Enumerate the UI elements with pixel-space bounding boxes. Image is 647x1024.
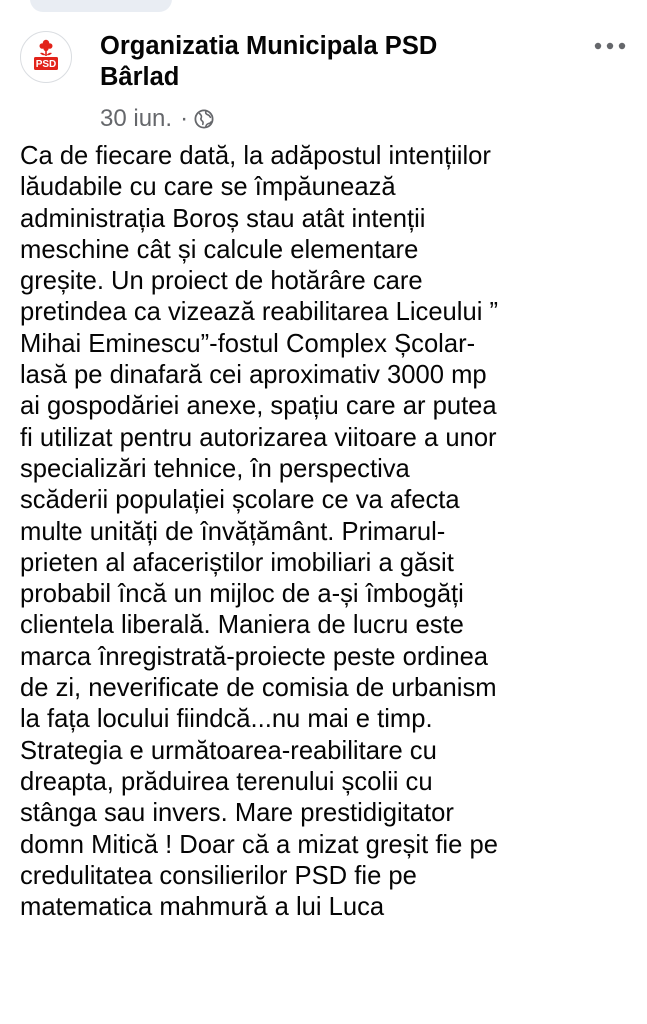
globe-icon[interactable] <box>194 109 214 129</box>
page-avatar[interactable] <box>20 31 72 83</box>
meta-separator: · <box>180 105 189 132</box>
top-pill-button[interactable] <box>30 0 172 12</box>
post-body-text: Ca de fiecare dată, la adăpostul intențiilor lăudabile cu care se împăunează administrația Boroș stau atât intenții meschine cât și calcule elementare greșite. Un proiect de hotărâre care pretindea ca vizează reabilitarea Liceului ” Mihai Eminescu”-fostul Complex Școlar- lasă pe dinafară cei aproximativ 3000 mp ai gospodăriei anexe, spațiu care ar putea fi utilizat pentru autorizarea viitoare a unor specializări tehnice, în perspectiva scăderii populației școlare ce va afecta multe unități de învățământ. Primarul- prieten al afaceriștilor imobiliari a găsit probabil încă un mijloc de a-și îmbogăți clientela liberală. Maniera de lucru este marca înregistrată-proiecte peste ordinea de zi, neverificate de comisia de urbanism la fața locului fiindcă...nu mai e timp. Strategia e următoarea-reabilitare cu dreapta, prăduirea terenului școlii cu stânga sau invers. Mare prestidigitator domn Mitică ! Doar că a mizat greșit fie pe credulitatea consilierilor PSD fie pe matematica mahmură a lui Luca <box>20 142 499 922</box>
more-horizontal-icon[interactable] <box>590 36 630 56</box>
psd-logo-icon <box>21 32 71 82</box>
post-meta <box>100 103 214 135</box>
post-timestamp[interactable]: 30 iun. <box>100 105 173 132</box>
page-name-link[interactable]: Organizatia Municipala PSD Bârlad <box>100 32 438 91</box>
avatar-logo-text: PSD <box>35 59 57 70</box>
